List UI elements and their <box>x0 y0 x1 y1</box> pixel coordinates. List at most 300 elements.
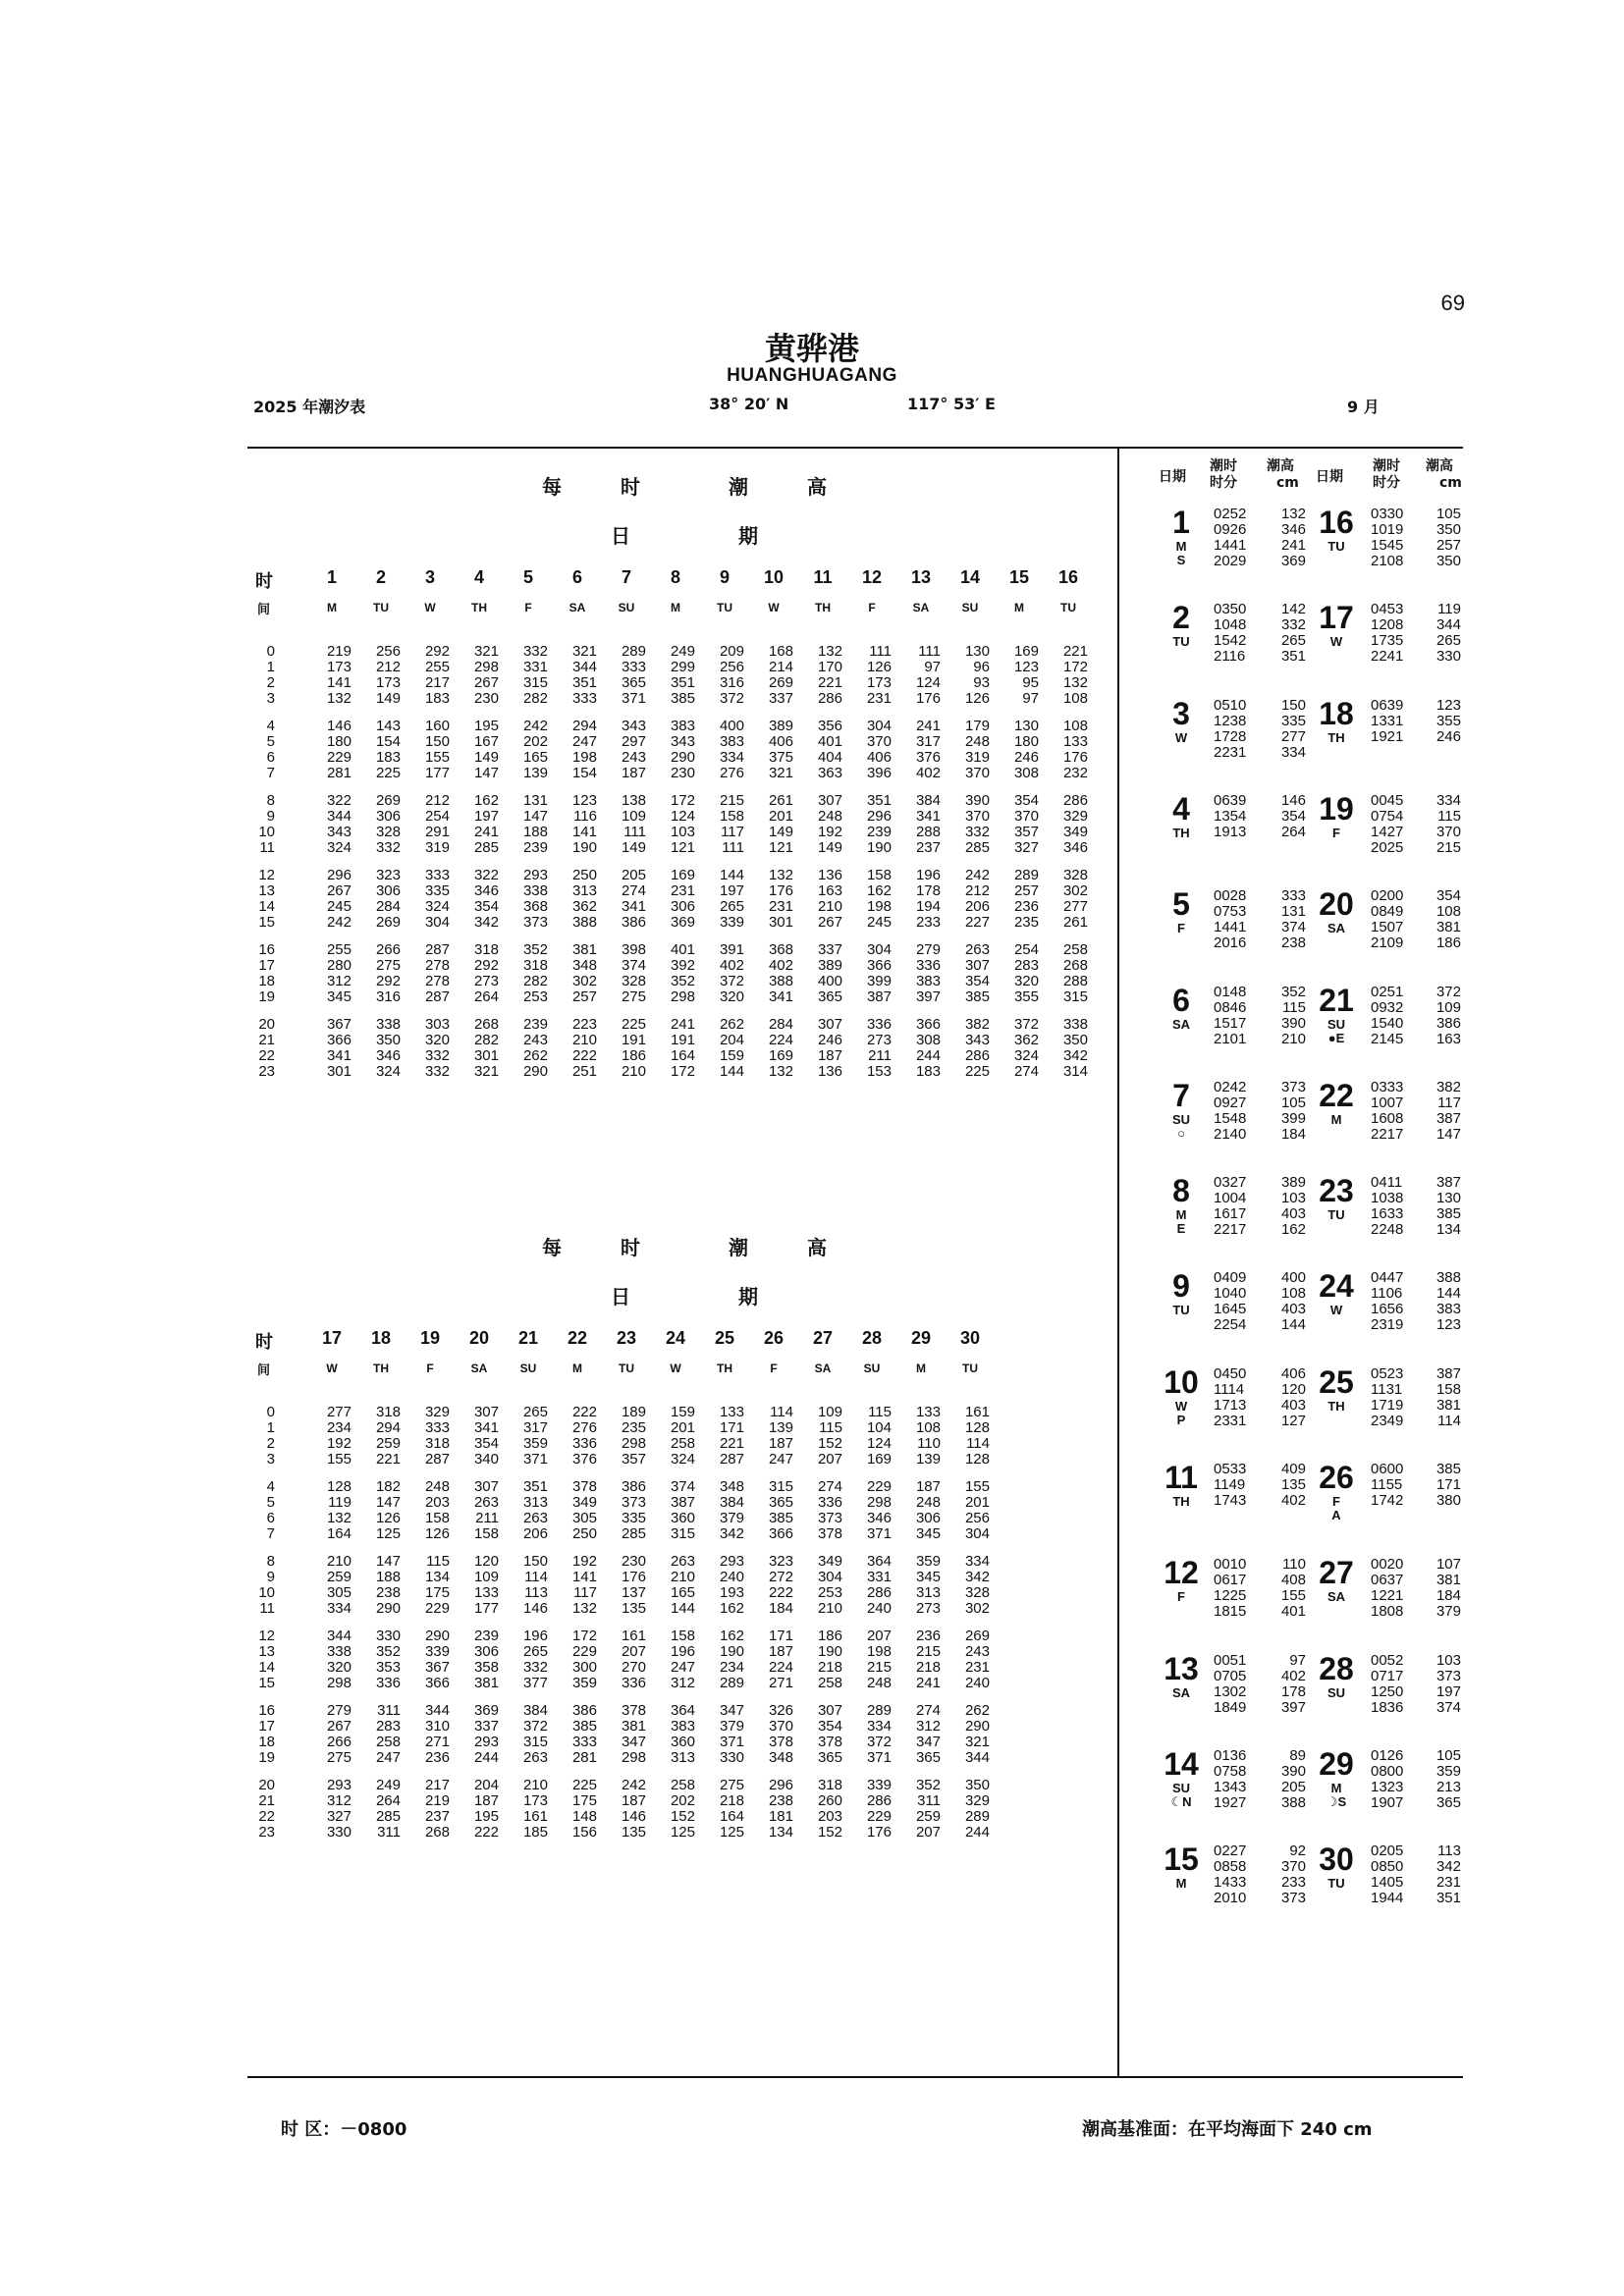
tide-time: 2101 <box>1214 1031 1247 1047</box>
tide-height: 335 <box>1280 713 1306 729</box>
hourly-height-cell: 310 <box>424 1718 450 1735</box>
month: 9 月 <box>1347 398 1380 416</box>
hourly-height-cell: 344 <box>964 1749 990 1766</box>
day-column-number: 4 <box>473 567 484 587</box>
day-column-number: 28 <box>861 1328 883 1348</box>
hourly-height-cell: 357 <box>621 1451 646 1468</box>
hourly-height-cell: 406 <box>768 733 793 750</box>
hourly-height-cell: 149 <box>375 690 401 707</box>
hourly-height-cell: 319 <box>964 749 990 766</box>
hourly-height-cell: 215 <box>915 1643 941 1660</box>
tide-time: 2025 <box>1371 839 1404 856</box>
tide-height: 387 <box>1435 1174 1461 1191</box>
hourly-height-cell: 281 <box>326 765 352 781</box>
daily-date: 23 <box>1319 1173 1354 1208</box>
header-time: 潮时 <box>1210 458 1237 474</box>
day-column-number: 15 <box>1008 567 1030 587</box>
hourly-height-cell: 175 <box>424 1584 450 1601</box>
tide-height: 354 <box>1435 887 1461 904</box>
hourly-height-cell: 332 <box>424 1063 450 1080</box>
daily-date: 7 <box>1172 1078 1190 1113</box>
hourly-height-cell: 279 <box>915 941 941 958</box>
hourly-height-cell: 133 <box>1062 733 1088 750</box>
daily-date: 21 <box>1319 983 1354 1018</box>
hourly-height-cell: 120 <box>473 1553 499 1570</box>
header-height: 潮高 <box>1426 458 1453 474</box>
hourly-height-cell: 196 <box>522 1628 548 1644</box>
hourly-height-cell: 183 <box>915 1063 941 1080</box>
tide-time: 2217 <box>1371 1126 1404 1143</box>
tide-time: 1743 <box>1214 1492 1247 1509</box>
hourly-height-cell: 202 <box>670 1792 695 1809</box>
hourly-height-cell: 210 <box>522 1777 548 1793</box>
hourly-height-cell: 246 <box>1013 749 1039 766</box>
hourly-height-cell: 126 <box>866 659 892 675</box>
tide-height: 334 <box>1435 792 1461 809</box>
hourly-height-cell: 147 <box>473 765 499 781</box>
hourly-height-cell: 400 <box>817 973 842 989</box>
hourly-height-cell: 128 <box>964 1451 990 1468</box>
hourly-height-cell: 352 <box>375 1643 401 1660</box>
tide-height: 265 <box>1280 632 1306 649</box>
hourly-height-cell: 212 <box>375 659 401 675</box>
hourly-height-cell: 230 <box>621 1553 646 1570</box>
hourly-height-cell: 321 <box>768 765 793 781</box>
tide-height: 400 <box>1280 1269 1306 1286</box>
hour-number: 0 <box>266 643 275 660</box>
hourly-height-cell: 183 <box>375 749 401 766</box>
hourly-height-cell: 313 <box>670 1749 695 1766</box>
hourly-height-cell: 400 <box>719 718 744 734</box>
hourly-height-cell: 334 <box>964 1553 990 1570</box>
daily-date: 29 <box>1319 1746 1354 1782</box>
hourly-height-cell: 244 <box>473 1749 499 1766</box>
hourly-height-cell: 97 <box>1022 690 1039 707</box>
hourly-height-cell: 242 <box>964 867 990 883</box>
hourly-height-cell: 248 <box>915 1494 941 1511</box>
hourly-height-cell: 158 <box>670 1628 695 1644</box>
hourly-height-cell: 195 <box>473 1808 499 1825</box>
hourly-height-cell: 391 <box>719 941 744 958</box>
hourly-height-cell: 286 <box>817 690 842 707</box>
hourly-height-cell: 239 <box>866 824 892 840</box>
daily-marker: F <box>1177 921 1185 935</box>
tide-height: 402 <box>1280 1668 1306 1684</box>
hourly-height-cell: 239 <box>522 839 548 856</box>
tide-time: 1007 <box>1371 1095 1404 1111</box>
hourly-title-char: 时 <box>621 1236 640 1259</box>
hour-label-char: 间 <box>257 603 271 617</box>
tide-time: 1913 <box>1214 824 1247 840</box>
hourly-height-cell: 229 <box>866 1478 892 1495</box>
hourly-height-cell: 354 <box>473 898 499 915</box>
tide-time: 0227 <box>1214 1842 1247 1859</box>
hourly-height-cell: 147 <box>522 808 548 825</box>
hourly-height-cell: 288 <box>1062 973 1088 989</box>
hourly-height-cell: 279 <box>326 1702 352 1719</box>
hourly-height-cell: 177 <box>473 1600 499 1617</box>
hourly-height-cell: 221 <box>719 1435 744 1452</box>
hourly-height-cell: 242 <box>326 914 352 931</box>
hourly-height-cell: 258 <box>375 1734 401 1750</box>
hourly-height-cell: 341 <box>915 808 941 825</box>
tide-height: 403 <box>1280 1205 1306 1222</box>
tide-height: 103 <box>1280 1190 1306 1206</box>
tide-time: 0639 <box>1214 792 1247 809</box>
hourly-height-cell: 158 <box>719 808 744 825</box>
daily-marker: ●E <box>1327 1031 1345 1045</box>
hourly-height-cell: 162 <box>473 792 499 809</box>
tide-time: 2349 <box>1371 1413 1404 1429</box>
hourly-height-cell: 248 <box>866 1675 892 1691</box>
daily-date: 28 <box>1319 1651 1354 1686</box>
day-column-number: 27 <box>812 1328 834 1348</box>
daily-date: 9 <box>1172 1268 1190 1304</box>
day-column-weekday: TU <box>962 1362 978 1375</box>
hourly-height-cell: 344 <box>424 1702 450 1719</box>
tide-height: 403 <box>1280 1397 1306 1414</box>
hourly-height-cell: 330 <box>719 1749 744 1766</box>
daily-date: 24 <box>1319 1268 1354 1304</box>
day-column-weekday: F <box>524 601 532 614</box>
hourly-title-char: 潮 <box>729 1236 748 1259</box>
day-column-number: 29 <box>910 1328 932 1348</box>
hourly-height-cell: 135 <box>621 1600 646 1617</box>
hourly-height-cell: 115 <box>426 1553 450 1570</box>
hour-number: 21 <box>258 1032 275 1048</box>
hour-number: 11 <box>259 839 275 856</box>
hourly-height-cell: 327 <box>1013 839 1039 856</box>
hourly-height-cell: 352 <box>670 973 695 989</box>
hourly-height-cell: 282 <box>522 973 548 989</box>
hourly-height-cell: 272 <box>768 1569 793 1585</box>
hourly-height-cell: 259 <box>326 1569 352 1585</box>
hour-number: 21 <box>258 1792 275 1809</box>
bottom-rule <box>247 2076 1463 2078</box>
hour-number: 18 <box>258 1734 275 1750</box>
tide-height: 387 <box>1435 1365 1461 1382</box>
hourly-height-cell: 132 <box>768 867 793 883</box>
hourly-height-cell: 287 <box>424 988 450 1005</box>
tide-height: 92 <box>1289 1842 1306 1859</box>
tide-height: 344 <box>1435 616 1461 633</box>
tide-time: 1225 <box>1214 1587 1247 1604</box>
hourly-height-cell: 337 <box>768 690 793 707</box>
hourly-height-cell: 235 <box>1013 914 1039 931</box>
tide-time: 2108 <box>1371 553 1404 569</box>
hourly-height-cell: 244 <box>964 1824 990 1841</box>
daily-date: 27 <box>1319 1555 1354 1590</box>
hourly-height-cell: 263 <box>522 1510 548 1526</box>
hourly-height-cell: 342 <box>1062 1047 1088 1064</box>
hourly-height-cell: 307 <box>817 1016 842 1033</box>
tide-time: 1131 <box>1371 1381 1403 1398</box>
tide-time: 0846 <box>1214 999 1247 1016</box>
hourly-height-cell: 164 <box>670 1047 695 1064</box>
hourly-height-cell: 286 <box>866 1792 892 1809</box>
hourly-title-char: 每 <box>542 1236 562 1259</box>
hourly-height-cell: 251 <box>571 1063 597 1080</box>
hourly-height-cell: 324 <box>375 1063 401 1080</box>
hourly-height-cell: 147 <box>375 1553 401 1570</box>
tide-height: 374 <box>1435 1699 1461 1716</box>
hourly-height-cell: 372 <box>719 690 744 707</box>
hourly-height-cell: 240 <box>719 1569 744 1585</box>
day-column-number: 12 <box>861 567 883 587</box>
hourly-height-cell: 160 <box>424 718 450 734</box>
hourly-height-cell: 332 <box>522 1659 548 1676</box>
hourly-height-cell: 115 <box>819 1419 842 1436</box>
hourly-height-cell: 381 <box>571 941 597 958</box>
tide-height: 213 <box>1435 1779 1461 1795</box>
hourly-height-cell: 406 <box>866 749 892 766</box>
hourly-height-cell: 317 <box>522 1419 548 1436</box>
hourly-height-cell: 253 <box>817 1584 842 1601</box>
tide-time: 1742 <box>1371 1492 1404 1509</box>
tide-height: 178 <box>1280 1683 1306 1700</box>
hourly-height-cell: 318 <box>817 1777 842 1793</box>
hourly-height-cell: 159 <box>670 1404 695 1420</box>
hourly-height-cell: 219 <box>326 643 352 660</box>
day-column-weekday: SU <box>961 601 979 614</box>
tide-time: 0705 <box>1214 1668 1247 1684</box>
hourly-height-cell: 207 <box>915 1824 941 1841</box>
hourly-height-cell: 367 <box>326 1016 352 1033</box>
hour-number: 15 <box>258 914 275 931</box>
hourly-height-cell: 301 <box>326 1063 352 1080</box>
hourly-height-cell: 281 <box>571 1749 597 1766</box>
tide-height: 135 <box>1280 1476 1306 1493</box>
hour-label-char: 时 <box>255 571 273 592</box>
tide-height: 277 <box>1280 728 1306 745</box>
hourly-height-cell: 202 <box>522 733 548 750</box>
hourly-height-cell: 229 <box>866 1808 892 1825</box>
tide-time: 0242 <box>1214 1079 1247 1095</box>
hourly-height-cell: 351 <box>571 674 597 691</box>
tide-height: 385 <box>1435 1205 1461 1222</box>
hourly-height-cell: 183 <box>424 690 450 707</box>
tide-time: 0010 <box>1214 1556 1247 1573</box>
daily-marker: W <box>1174 1399 1188 1414</box>
hourly-height-cell: 318 <box>473 941 499 958</box>
hourly-height-cell: 367 <box>424 1659 450 1676</box>
tide-time: 1038 <box>1371 1190 1404 1206</box>
hourly-height-cell: 266 <box>326 1734 352 1750</box>
day-column-number: 7 <box>621 567 631 587</box>
hourly-height-cell: 293 <box>522 867 548 883</box>
tide-time: 0450 <box>1214 1365 1247 1382</box>
daily-marker: S <box>1176 553 1186 567</box>
hourly-height-cell: 139 <box>768 1419 793 1436</box>
hourly-height-cell: 222 <box>571 1404 597 1420</box>
hourly-height-cell: 387 <box>866 988 892 1005</box>
hourly-height-cell: 296 <box>866 808 892 825</box>
hourly-height-cell: 317 <box>915 733 941 750</box>
hourly-height-cell: 366 <box>866 957 892 974</box>
hourly-height-cell: 337 <box>817 941 842 958</box>
hourly-height-cell: 302 <box>571 973 597 989</box>
tide-height: 264 <box>1280 824 1306 840</box>
hourly-height-cell: 301 <box>768 914 793 931</box>
hour-number: 17 <box>258 957 275 974</box>
day-column-number: 17 <box>321 1328 343 1348</box>
tide-time: 0510 <box>1214 697 1247 714</box>
hourly-height-cell: 336 <box>621 1675 646 1691</box>
tide-height: 162 <box>1280 1221 1306 1238</box>
hourly-height-cell: 187 <box>473 1792 499 1809</box>
hourly-height-cell: 275 <box>621 988 646 1005</box>
hourly-height-cell: 318 <box>522 957 548 974</box>
hourly-height-cell: 267 <box>326 882 352 899</box>
hourly-height-cell: 121 <box>670 839 695 856</box>
hourly-title-char: 高 <box>807 475 827 499</box>
daily-marker: F <box>1332 826 1340 840</box>
day-column-number: 25 <box>714 1328 735 1348</box>
tide-time: 1441 <box>1214 919 1247 935</box>
hourly-height-cell: 402 <box>719 957 744 974</box>
tide-time: 1545 <box>1371 537 1404 554</box>
daily-marker: M <box>1175 539 1187 554</box>
tide-height: 403 <box>1280 1301 1306 1317</box>
tide-time: 0045 <box>1371 792 1404 809</box>
hour-number: 5 <box>266 733 275 750</box>
hourly-height-cell: 396 <box>866 765 892 781</box>
hourly-height-cell: 384 <box>522 1702 548 1719</box>
hourly-height-cell: 117 <box>721 824 744 840</box>
hour-number: 16 <box>258 941 275 958</box>
tide-height: 197 <box>1435 1683 1461 1700</box>
tide-time: 1405 <box>1371 1874 1404 1891</box>
daily-date: 22 <box>1319 1078 1354 1113</box>
hourly-height-cell: 198 <box>866 1643 892 1660</box>
hourly-height-cell: 93 <box>973 674 990 691</box>
hourly-height-cell: 328 <box>964 1584 990 1601</box>
hourly-height-cell: 269 <box>964 1628 990 1644</box>
hourly-height-cell: 221 <box>1062 643 1088 660</box>
hourly-height-cell: 124 <box>915 674 941 691</box>
tide-height: 380 <box>1435 1492 1461 1509</box>
hourly-height-cell: 240 <box>866 1600 892 1617</box>
day-column-weekday: W <box>670 1362 681 1375</box>
hourly-height-cell: 278 <box>424 957 450 974</box>
daily-date: 10 <box>1164 1364 1199 1400</box>
hour-number: 9 <box>266 1569 275 1585</box>
hourly-height-cell: 307 <box>817 792 842 809</box>
daily-marker: F <box>1332 1494 1340 1509</box>
hourly-height-cell: 324 <box>424 898 450 915</box>
hourly-height-cell: 274 <box>621 882 646 899</box>
daily-date: 6 <box>1172 983 1190 1018</box>
tide-height: 144 <box>1435 1285 1461 1302</box>
hourly-height-cell: 146 <box>326 718 352 734</box>
hourly-height-cell: 201 <box>670 1419 695 1436</box>
hourly-height-cell: 353 <box>375 1659 401 1676</box>
hourly-height-cell: 206 <box>522 1525 548 1542</box>
tide-height: 146 <box>1280 792 1306 809</box>
hourly-height-cell: 230 <box>473 690 499 707</box>
hourly-height-cell: 188 <box>522 824 548 840</box>
hourly-height-cell: 312 <box>326 1792 352 1809</box>
hourly-height-cell: 365 <box>768 1494 793 1511</box>
hourly-height-cell: 236 <box>1013 898 1039 915</box>
hourly-height-cell: 277 <box>326 1404 352 1420</box>
hourly-height-cell: 338 <box>1062 1016 1088 1033</box>
tide-time: 1208 <box>1371 616 1404 633</box>
hourly-height-cell: 302 <box>1062 882 1088 899</box>
hourly-height-cell: 294 <box>375 1419 401 1436</box>
tide-time: 1323 <box>1371 1779 1404 1795</box>
tide-time: 1517 <box>1214 1015 1247 1032</box>
hourly-height-cell: 269 <box>375 792 401 809</box>
tide-time: 1441 <box>1214 537 1247 554</box>
tide-time: 1633 <box>1371 1205 1404 1222</box>
hourly-height-cell: 241 <box>915 1675 941 1691</box>
hourly-height-cell: 181 <box>768 1808 793 1825</box>
tide-time: 1728 <box>1214 728 1247 745</box>
hourly-height-cell: 227 <box>964 914 990 931</box>
hour-number: 13 <box>258 882 275 899</box>
hourly-height-cell: 266 <box>375 941 401 958</box>
daily-date: 8 <box>1172 1173 1190 1208</box>
hourly-height-cell: 302 <box>964 1600 990 1617</box>
daily-date: 15 <box>1164 1842 1199 1877</box>
hourly-height-cell: 286 <box>866 1584 892 1601</box>
daily-date: 1 <box>1172 505 1190 540</box>
tide-height: 370 <box>1435 824 1461 840</box>
tide-time: 0136 <box>1214 1747 1247 1764</box>
hourly-height-cell: 161 <box>964 1404 990 1420</box>
hourly-height-cell: 332 <box>522 643 548 660</box>
hourly-height-cell: 346 <box>473 882 499 899</box>
hourly-height-cell: 306 <box>670 898 695 915</box>
tide-time: 1617 <box>1214 1205 1247 1222</box>
hourly-height-cell: 259 <box>375 1435 401 1452</box>
hourly-height-cell: 240 <box>964 1675 990 1691</box>
hourly-height-cell: 258 <box>670 1435 695 1452</box>
hourly-height-cell: 286 <box>1062 792 1088 809</box>
hourly-height-cell: 172 <box>571 1628 597 1644</box>
tide-height: 108 <box>1280 1285 1306 1302</box>
hourly-height-cell: 313 <box>522 1494 548 1511</box>
tide-height: 233 <box>1280 1874 1306 1891</box>
table-title: 2025 年潮汐表 <box>253 398 366 416</box>
hourly-height-cell: 210 <box>571 1032 597 1048</box>
hourly-height-cell: 187 <box>817 1047 842 1064</box>
hourly-height-cell: 371 <box>866 1749 892 1766</box>
hourly-height-cell: 306 <box>915 1510 941 1526</box>
tide-height: 132 <box>1280 506 1306 522</box>
daily-marker: M <box>1175 1207 1187 1222</box>
tide-time: 2010 <box>1214 1890 1247 1906</box>
hourly-height-cell: 104 <box>866 1419 892 1436</box>
hourly-height-cell: 217 <box>424 1777 450 1793</box>
hourly-height-cell: 117 <box>573 1584 597 1601</box>
daily-marker: A <box>1331 1508 1341 1522</box>
tide-time: 2145 <box>1371 1031 1404 1047</box>
hourly-height-cell: 110 <box>917 1435 941 1452</box>
hourly-height-cell: 125 <box>719 1824 744 1841</box>
hourly-height-cell: 290 <box>424 1628 450 1644</box>
hourly-height-cell: 376 <box>915 749 941 766</box>
hourly-height-cell: 334 <box>866 1718 892 1735</box>
tide-height: 142 <box>1280 601 1306 617</box>
tide-height: 241 <box>1280 537 1306 554</box>
hourly-height-cell: 190 <box>719 1643 744 1660</box>
tide-height: 333 <box>1280 887 1306 904</box>
hour-label-char: 时 <box>255 1332 273 1353</box>
tide-height: 409 <box>1280 1461 1306 1477</box>
hourly-height-cell: 215 <box>866 1659 892 1676</box>
